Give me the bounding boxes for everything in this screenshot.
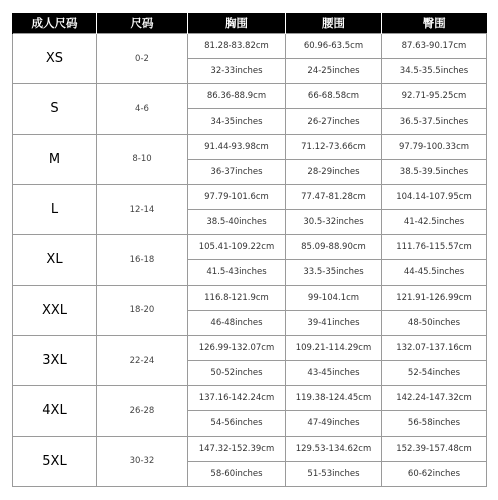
waist-cm-value: 71.12-73.66cm xyxy=(286,134,382,159)
header-row xyxy=(13,13,487,34)
waist-inches-value: 24-25inches xyxy=(286,59,382,84)
standard-size: 8-10 xyxy=(97,134,188,184)
size-chart-table xyxy=(12,13,487,487)
chest-inches-value: 41.5-43inches xyxy=(188,260,286,285)
chest-cm-value: 147.32-152.39cm xyxy=(188,436,286,461)
hips-cm-value: 142.24-147.32cm xyxy=(382,386,487,411)
header-standard: 尺码 xyxy=(97,13,188,34)
table-row xyxy=(13,84,487,109)
table-row xyxy=(13,235,487,260)
size-label: 5XL xyxy=(13,436,97,487)
header-size: 成人尺码 xyxy=(13,13,97,34)
chest-cm-value: 97.79-101.6cm xyxy=(188,184,286,209)
size-label: M xyxy=(13,134,97,184)
hips-inches-value: 38.5-39.5inches xyxy=(382,159,487,184)
header-hips: 臀围 xyxy=(382,13,487,34)
waist-inches-value: 43-45inches xyxy=(286,361,382,386)
hips-inches-value: 36.5-37.5inches xyxy=(382,109,487,134)
chest-cm-value: 91.44-93.98cm xyxy=(188,134,286,159)
chest-inches-value: 50-52inches xyxy=(188,361,286,386)
standard-size: 22-24 xyxy=(97,335,188,385)
standard-size: 26-28 xyxy=(97,386,188,436)
waist-inches-value: 33.5-35inches xyxy=(286,260,382,285)
table-row xyxy=(13,386,487,411)
table-row xyxy=(13,184,487,209)
size-label: XS xyxy=(13,34,97,84)
hips-inches-value: 52-54inches xyxy=(382,361,487,386)
table-row xyxy=(13,335,487,360)
waist-cm-value: 85.09-88.90cm xyxy=(286,235,382,260)
waist-inches-value: 26-27inches xyxy=(286,109,382,134)
waist-cm-value: 109.21-114.29cm xyxy=(286,335,382,360)
hips-cm-value: 97.79-100.33cm xyxy=(382,134,487,159)
hips-cm-value: 121.91-126.99cm xyxy=(382,285,487,310)
waist-inches-value: 47-49inches xyxy=(286,411,382,436)
hips-inches-value: 34.5-35.5inches xyxy=(382,59,487,84)
table-row xyxy=(13,34,487,59)
chest-cm-value: 116.8-121.9cm xyxy=(188,285,286,310)
waist-inches-value: 39-41inches xyxy=(286,310,382,335)
waist-inches-value: 51-53inches xyxy=(286,461,382,486)
hips-cm-value: 92.71-95.25cm xyxy=(382,84,487,109)
waist-inches-value: 28-29inches xyxy=(286,159,382,184)
size-label: XL xyxy=(13,235,97,285)
chest-inches-value: 32-33inches xyxy=(188,59,286,84)
hips-inches-value: 48-50inches xyxy=(382,310,487,335)
chest-cm-value: 86.36-88.9cm xyxy=(188,84,286,109)
chest-inches-value: 58-60inches xyxy=(188,461,286,486)
header-chest: 胸围 xyxy=(188,13,286,34)
chest-inches-value: 34-35inches xyxy=(188,109,286,134)
waist-cm-value: 129.53-134.62cm xyxy=(286,436,382,461)
hips-inches-value: 56-58inches xyxy=(382,411,487,436)
table-row xyxy=(13,436,487,461)
hips-inches-value: 60-62inches xyxy=(382,461,487,486)
table-header xyxy=(13,13,487,34)
standard-size: 18-20 xyxy=(97,285,188,335)
chest-inches-value: 54-56inches xyxy=(188,411,286,436)
size-label: L xyxy=(13,184,97,234)
chest-inches-value: 46-48inches xyxy=(188,310,286,335)
standard-size: 0-2 xyxy=(97,34,188,84)
waist-cm-value: 66-68.58cm xyxy=(286,84,382,109)
size-label: XXL xyxy=(13,285,97,335)
chest-cm-value: 105.41-109.22cm xyxy=(188,235,286,260)
hips-inches-value: 41-42.5inches xyxy=(382,210,487,235)
standard-size: 12-14 xyxy=(97,184,188,234)
hips-cm-value: 111.76-115.57cm xyxy=(382,235,487,260)
chest-inches-value: 36-37inches xyxy=(188,159,286,184)
header-waist: 腰围 xyxy=(286,13,382,34)
hips-cm-value: 132.07-137.16cm xyxy=(382,335,487,360)
waist-cm-value: 119.38-124.45cm xyxy=(286,386,382,411)
standard-size: 30-32 xyxy=(97,436,188,487)
standard-size: 16-18 xyxy=(97,235,188,285)
chest-inches-value: 38.5-40inches xyxy=(188,210,286,235)
hips-cm-value: 104.14-107.95cm xyxy=(382,184,487,209)
waist-cm-value: 60.96-63.5cm xyxy=(286,34,382,59)
waist-cm-value: 77.47-81.28cm xyxy=(286,184,382,209)
hips-inches-value: 44-45.5inches xyxy=(382,260,487,285)
size-label: S xyxy=(13,84,97,134)
size-label: 3XL xyxy=(13,335,97,385)
standard-size: 4-6 xyxy=(97,84,188,134)
chest-cm-value: 81.28-83.82cm xyxy=(188,34,286,59)
hips-cm-value: 87.63-90.17cm xyxy=(382,34,487,59)
table-row xyxy=(13,285,487,310)
table-body xyxy=(13,34,487,487)
size-label: 4XL xyxy=(13,386,97,436)
waist-inches-value: 30.5-32inches xyxy=(286,210,382,235)
hips-cm-value: 152.39-157.48cm xyxy=(382,436,487,461)
chest-cm-value: 126.99-132.07cm xyxy=(188,335,286,360)
chest-cm-value: 137.16-142.24cm xyxy=(188,386,286,411)
waist-cm-value: 99-104.1cm xyxy=(286,285,382,310)
table-row xyxy=(13,134,487,159)
